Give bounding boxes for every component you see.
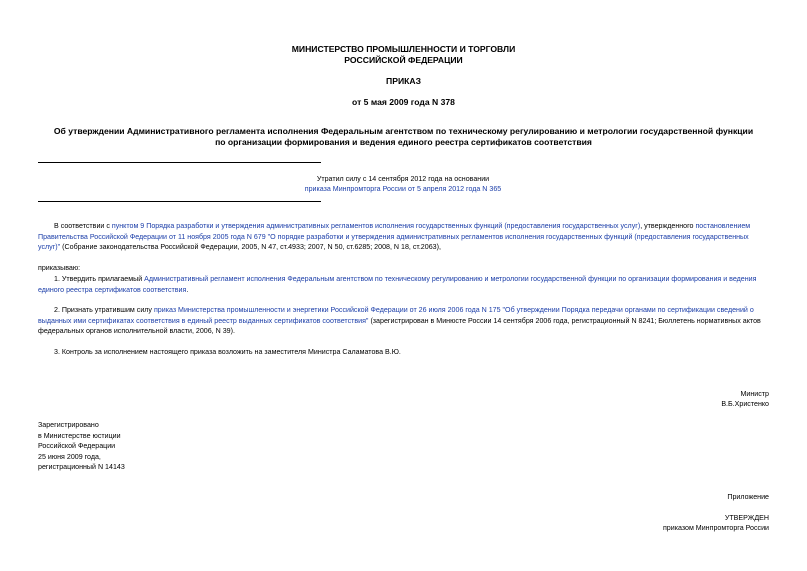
document-subject-line1: Об утверждении Административного регламента исполнения Федеральным агентством по техническому регулированию и метрологии государственной функции <box>53 126 754 136</box>
signature-title: Министр <box>740 390 769 398</box>
status-line: Утратил силу с 14 сентября 2012 года на основании <box>316 175 490 183</box>
registration-line5: регистрационный N 14143 <box>38 463 125 471</box>
registration-line1: Зарегистрировано <box>38 421 99 429</box>
order-item-1 <box>38 274 771 295</box>
ministry-title-line1: МИНИСТЕРСТВО ПРОМЫШЛЕННОСТИ И ТОРГОВЛИ <box>291 44 516 54</box>
registration-line4: 25 июня 2009 года, <box>38 453 101 461</box>
link-order-175[interactable]: приказ Министерства промышленности и энергетики Российской Федерации от 26 июля 2006 года N 175 "Об утверждении Порядка передачи органами по сертификации сведений о выданных ими сертификатах соответствия в единый реестр выданных сертификатов соответствия" <box>38 306 754 325</box>
item2-text-1: 2. Признать утратившим силу <box>54 306 154 314</box>
item1-text-1: 1. Утвердить прилагаемый <box>54 275 145 283</box>
preamble-text-1: В соответствии с <box>54 222 112 230</box>
item1-text-2: . <box>186 285 189 294</box>
document-type: ПРИКАЗ <box>386 76 421 86</box>
order-word: приказываю: <box>38 264 81 272</box>
link-administrative-regulation[interactable]: Административный регламент исполнения Федеральным агентством по техническому регулированию и метрологии государственной функции по организации формирования и ведения единого реестра сертификатов соответствия <box>38 275 757 294</box>
appendix-approved: УТВЕРЖДЕН <box>724 514 769 522</box>
preamble-text-2: , утвержденного <box>640 222 696 230</box>
document-date: от 5 мая 2009 года N 378 <box>352 97 455 107</box>
preamble-paragraph <box>38 221 771 253</box>
order-item-2 <box>38 305 771 337</box>
separator-top <box>38 162 321 163</box>
status-link[interactable]: приказа Минпромторга России от 5 апреля 2012 года N 365 <box>304 185 502 193</box>
document-subject-line2: по организации формирования и ведения единого реестра сертификатов соответствия <box>215 137 592 147</box>
appendix-label: Приложение <box>727 493 769 501</box>
registration-line2: в Министерстве юстиции <box>38 432 121 440</box>
item2-text-2: (зарегистрирован в Минюсте России 14 сентября 2006 года, регистрационный N 8241; Бюллетень нормативных актов федеральных органов исполнительной власти, 2006, N 39). <box>38 316 761 335</box>
preamble-text-3: (Собрание законодательства Российской Федерации, 2005, N 47, ст.4933; 2007, N 50, ст.6285; 2008, N 18, ст.2063), <box>60 243 441 251</box>
appendix-by-order: приказом Минпромторга России <box>662 524 769 532</box>
separator-bottom <box>38 201 321 202</box>
link-government-resolution-679[interactable]: постановлением Правительства Российской Федерации от 11 ноября 2005 года N 679 "О порядке разработки и утверждения административных регламентов исполнения государственных функций (предоставления государственных услуг)" <box>38 222 751 251</box>
signature-name: В.Б.Христенко <box>721 400 769 408</box>
registration-line3: Российской Федерации <box>38 442 116 450</box>
link-procedure-point-9[interactable]: пунктом 9 Порядка разработки и утверждения административных регламентов исполнения государственных функций (предоставления государственных услуг) <box>111 222 641 230</box>
ministry-title-line2: РОССИЙСКОЙ ФЕДЕРАЦИИ <box>344 55 463 65</box>
order-item-3: 3. Контроль за исполнением настоящего приказа возложить на заместителя Министра Саламатова В.Ю. <box>54 348 401 356</box>
